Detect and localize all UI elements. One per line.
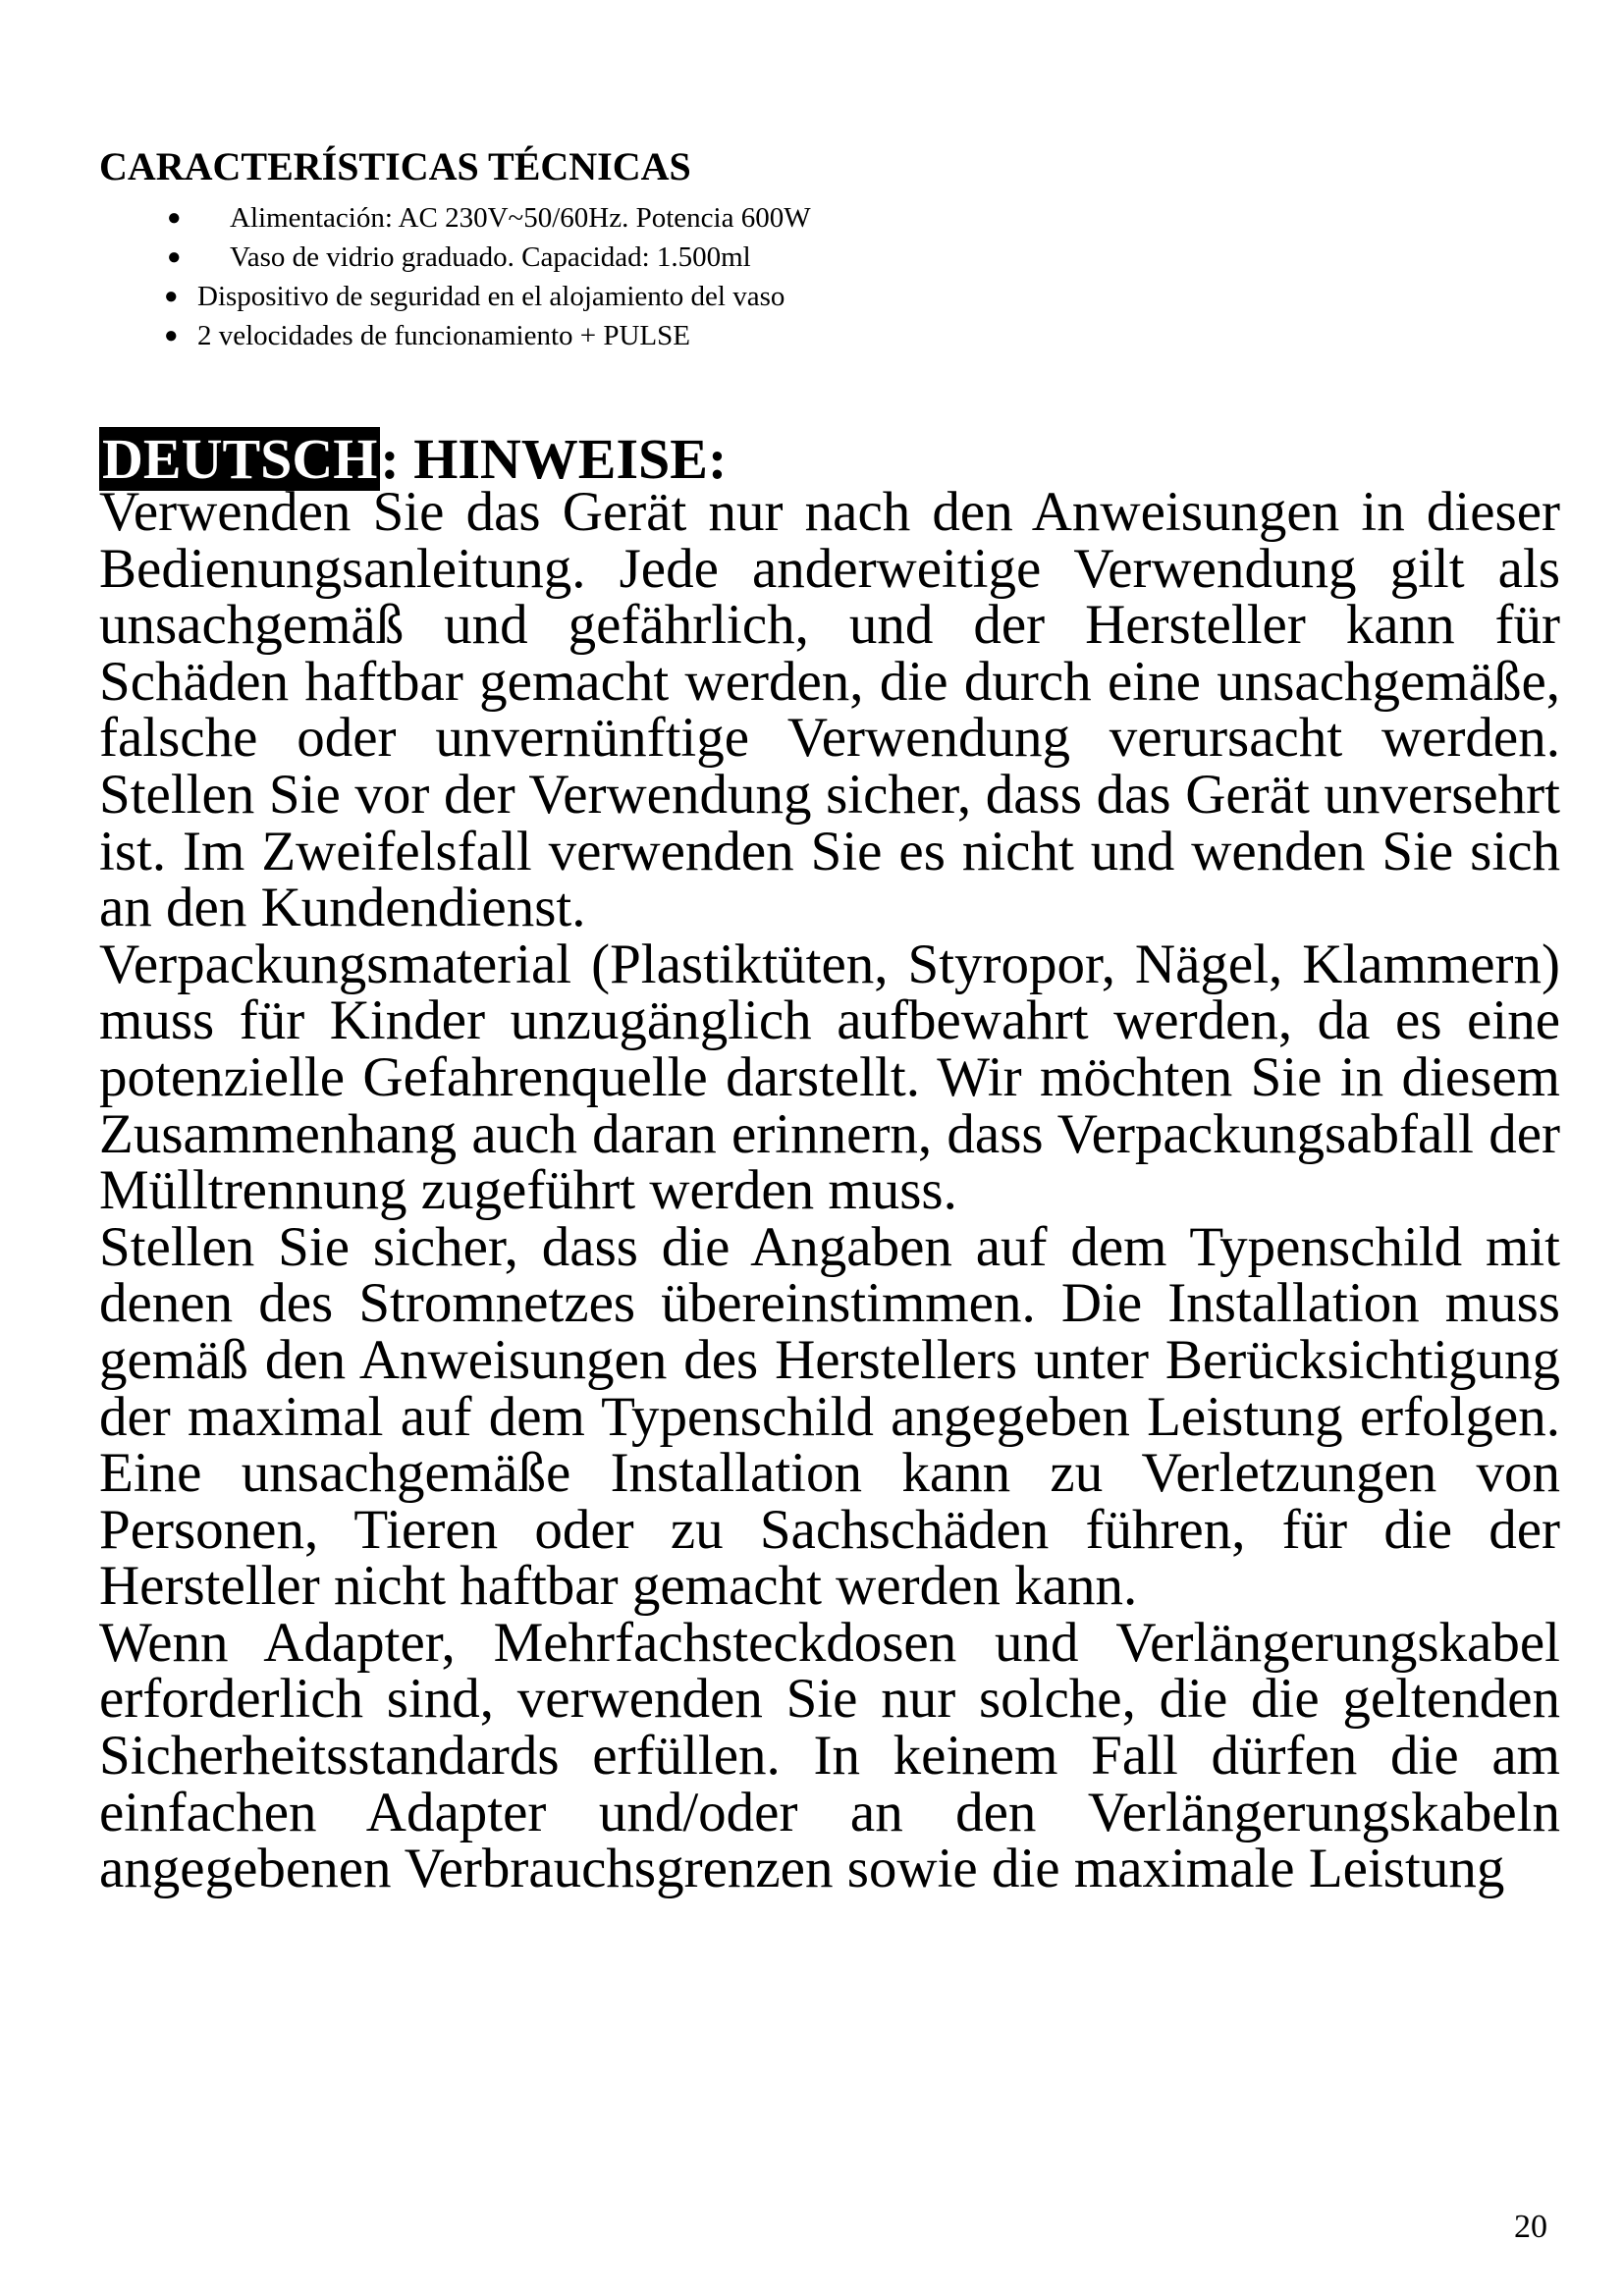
technical-specs-title: CARACTERÍSTICAS TÉCNICAS	[99, 144, 691, 188]
paragraph: Stellen Sie sicher, dass die Angaben auf dem Typenschild mit denen des Stromnetzes übereinstimmen. Die Installation muss gemäß den Anweisungen des Herstellers unter Berücksichtigung der maximal auf dem Typenschild angegeben Leistung erfolgen. Eine unsachgemäße Installation kann zu Verletzungen von Personen, Tieren oder zu Sachschäden führen, für die der Hersteller nicht haftbar gemacht werden kann.	[99, 1215, 1560, 1618]
spec-item	[99, 198, 811, 238]
paragraph: Verpackungsmaterial (Plastiktüten, Styropor, Nägel, Klammern) muss für Kinder unzugänglich aufbewahrt werden, da es eine potenzielle Gefahrenquelle darstellt. Wir möchten Sie in diesem Zusammenhang auch daran erinnern, dass Verpackungsabfall der Mülltrennung zugeführt werden muss.	[99, 933, 1560, 1222]
spec-item-text: Dispositivo de seguridad en el alojamiento del vaso	[197, 281, 785, 312]
bullet-icon: ●	[164, 323, 179, 348]
spec-item-text: Vaso de vidrio graduado. Capacidad: 1.500ml	[230, 241, 751, 273]
page-number: 20	[1514, 2209, 1547, 2245]
paragraph: Wenn Adapter, Mehrfachsteckdosen und Verlängerungskabel erforderlich sind, verwenden Sie nur solche, die die geltenden Sicherheitsstandards erfüllen. In keinem Fall dürfen die am einfachen Adapter und/oder an den Verlängerungskabeln angegebenen Verbrauchsgrenzen sowie die maximale Leistung	[99, 1611, 1560, 1900]
bullet-icon: ●	[167, 205, 182, 231]
language-tag: DEUTSCH	[99, 427, 380, 491]
paragraph: Verwenden Sie das Gerät nur nach den Anweisungen in dieser Bedienungsanleitung. Jede anderweitige Verwendung gilt als unsachgemäß und gefährlich, und der Hersteller kann für Schäden haftbar gemacht werden, die durch eine unsachgemäße, falsche oder unvernünftige Verwendung verursacht werden. Stellen Sie vor der Verwendung sicher, dass das Gerät unversehrt ist. Im Zweifelsfall verwenden Sie es nicht und wenden Sie sich an den Kundendienst.	[99, 481, 1560, 939]
spec-item	[99, 238, 811, 277]
bullet-icon: ●	[164, 284, 179, 309]
spec-item-text: Alimentación: AC 230V~50/60Hz. Potencia 600W	[230, 202, 811, 234]
technical-specs-list	[99, 198, 811, 355]
german-heading-text: : HINWEISE:	[380, 427, 728, 491]
bullet-icon: ●	[167, 244, 182, 270]
spec-item	[99, 277, 811, 316]
spec-item-text: 2 velocidades de funcionamiento + PULSE	[197, 320, 690, 351]
spec-item	[99, 316, 811, 355]
german-body-text	[99, 481, 1560, 1900]
